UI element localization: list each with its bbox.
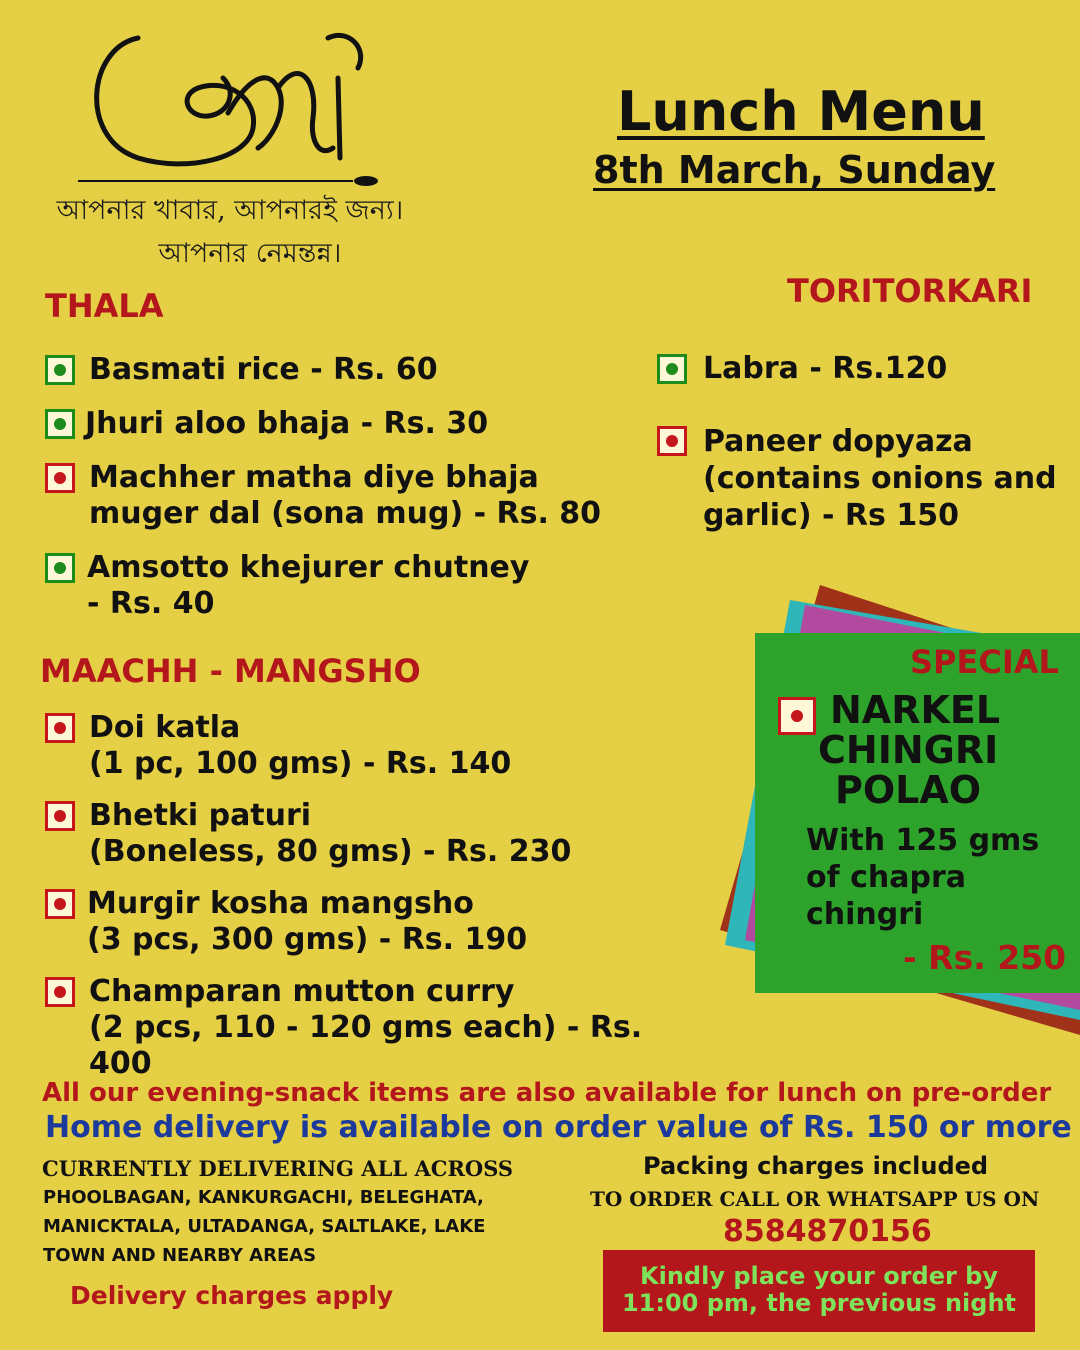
brand-logo bbox=[78, 18, 378, 178]
menu-item bbox=[45, 352, 645, 388]
order-deadline-box: Kindly place your order by 11:00 pm, the previous night bbox=[603, 1250, 1035, 1332]
special-name-1: NARKEL bbox=[830, 688, 1001, 732]
thala-list bbox=[45, 352, 645, 622]
areas-line-3: TOWN AND NEARBY AREAS bbox=[43, 1245, 317, 1266]
nonveg-icon bbox=[45, 801, 75, 831]
toritorkari-list bbox=[657, 351, 1077, 534]
menu-item bbox=[657, 351, 1077, 387]
nonveg-icon bbox=[45, 463, 75, 493]
page-title: Lunch Menu bbox=[617, 80, 985, 143]
delivery-charges: Delivery charges apply bbox=[70, 1281, 394, 1310]
menu-item bbox=[45, 974, 695, 1082]
logo-text: ভোজনী bbox=[228, 78, 232, 79]
logo-spoon-line bbox=[78, 175, 378, 187]
nonveg-icon bbox=[45, 713, 75, 743]
menu-item bbox=[657, 423, 1077, 534]
areas-line-2: MANICKTALA, ULTADANGA, SALTLAKE, LAKE bbox=[43, 1216, 486, 1237]
menu-item bbox=[45, 550, 645, 622]
veg-icon bbox=[45, 409, 75, 439]
menu-item-text: Machher matha diye bhaja muger dal (sona mug) - Rs. 80 bbox=[89, 460, 602, 531]
menu-item bbox=[45, 406, 645, 442]
thala-heading: THALA bbox=[45, 287, 164, 325]
special-heading: SPECIAL bbox=[910, 643, 1059, 681]
tagline-line-2: আপনার নেমন্তন্ন। bbox=[158, 238, 342, 269]
special-name-3: POLAO bbox=[835, 768, 982, 812]
nonveg-icon bbox=[778, 697, 816, 735]
phone-number[interactable]: 8584870156 bbox=[723, 1214, 932, 1249]
nonveg-icon bbox=[45, 977, 75, 1007]
menu-item-text: Paneer dopyaza (contains onions and garlic) - Rs 150 bbox=[703, 424, 1057, 533]
menu-item-text: Murgir kosha mangsho (3 pcs, 300 gms) - Rs. 190 bbox=[87, 886, 528, 957]
menu-item-text: Labra - Rs.120 bbox=[703, 351, 948, 386]
menu-item bbox=[45, 798, 695, 870]
menu-date: 8th March, Sunday bbox=[593, 148, 996, 192]
nonveg-icon bbox=[657, 426, 687, 456]
order-call-note: TO ORDER CALL OR WHATSAPP US ON bbox=[590, 1187, 1040, 1211]
menu-item-text: Doi katla (1 pc, 100 gms) - Rs. 140 bbox=[89, 710, 512, 781]
packing-note: Packing charges included bbox=[643, 1152, 989, 1180]
toritorkari-heading: TORITORKARI bbox=[787, 272, 1033, 310]
areas-heading: CURRENTLY DELIVERING ALL ACROSS bbox=[42, 1156, 514, 1181]
maachh-list bbox=[45, 710, 695, 1082]
special-description: With 125 gms of chapra chingri bbox=[806, 823, 1040, 932]
special-price: - Rs. 250 bbox=[903, 938, 1067, 977]
delivery-note: Home delivery is available on order value of Rs. 150 or more bbox=[45, 1110, 1072, 1145]
menu-item bbox=[45, 710, 695, 782]
menu-item-text: Jhuri aloo bhaja - Rs. 30 bbox=[85, 406, 489, 441]
snack-note: All our evening-snack items are also available for lunch on pre-order bbox=[42, 1078, 1052, 1108]
menu-item bbox=[45, 886, 695, 958]
maachh-heading: MAACHH - MANGSHO bbox=[40, 652, 421, 690]
menu-item-text: Champaran mutton curry (2 pcs, 110 - 120 gms each) - Rs. 400 bbox=[89, 974, 643, 1081]
veg-icon bbox=[657, 354, 687, 384]
menu-item-text: Basmati rice - Rs. 60 bbox=[89, 352, 438, 387]
veg-icon bbox=[45, 553, 75, 583]
special-name-2: CHINGRI bbox=[818, 728, 999, 772]
menu-item-text: Amsotto khejurer chutney - Rs. 40 bbox=[87, 550, 530, 621]
nonveg-icon bbox=[45, 889, 75, 919]
veg-icon bbox=[45, 355, 75, 385]
areas-line-1: PHOOLBAGAN, KANKURGACHI, BELEGHATA, bbox=[43, 1187, 484, 1208]
menu-item-text: Bhetki paturi (Boneless, 80 gms) - Rs. 230 bbox=[89, 798, 572, 869]
tagline-line-1: আপনার খাবার, আপনারই জন্য। bbox=[56, 195, 404, 226]
menu-item bbox=[45, 460, 645, 532]
